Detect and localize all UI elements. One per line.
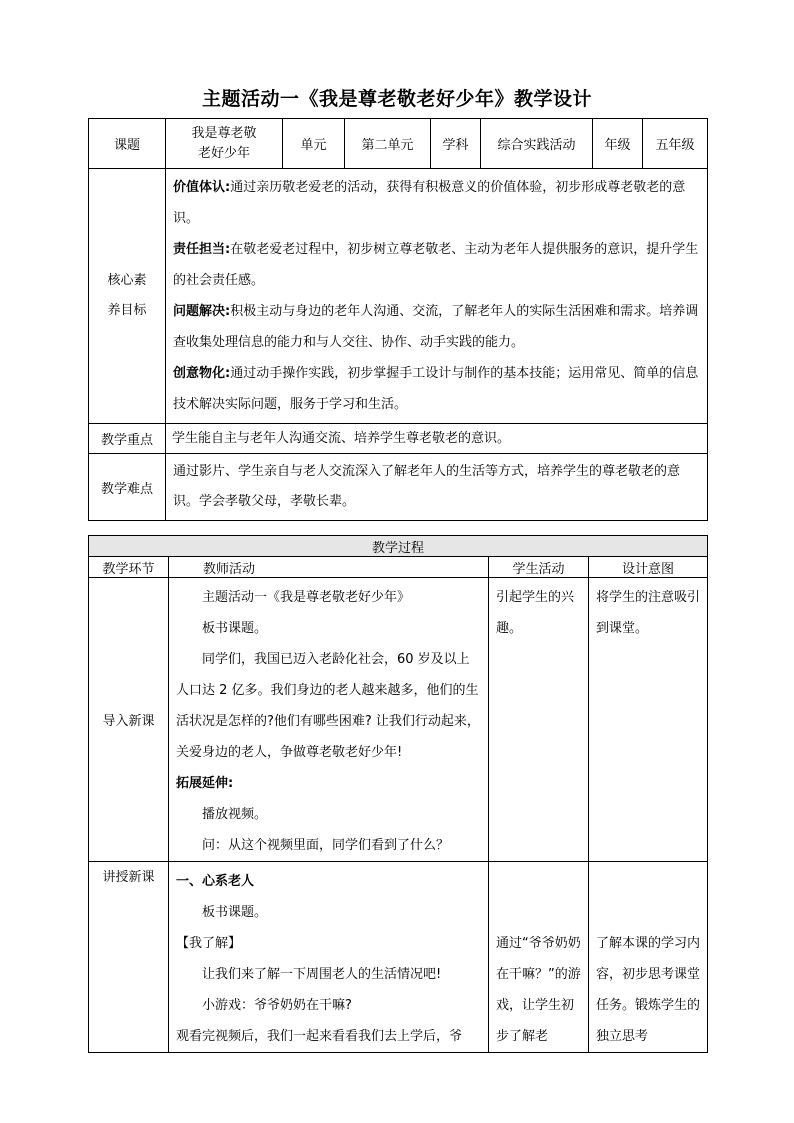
core-item: 问题解决:积极主动与身边的老年人沟通、交流，了解老年人的实际生活困难和需求。培养调查收集处理信息的能力和与人交往、协作、动手实践的能力。 [173,304,699,350]
intro-student-activity: 引起学生的兴趣。 [489,578,589,862]
core-item: 责任担当:在敬老爱老过程中，初步树立尊老敬老、主动为老年人提供服务的意识，提升学生的社会责任感。 [173,242,699,288]
new-design-intent: 了解本课的学习内容，初步思考课堂任务。锻炼学生的独立思考 [589,862,708,1053]
core-item: 价值体认:通过亲历敬老爱老的活动，获得有积极意义的价值体验，初步形成尊老敬老的意识。 [173,180,686,226]
difficult-label: 教学难点 [89,454,166,521]
core-label: 核心素 养目标 [89,169,166,424]
key-label: 教学重点 [89,424,166,454]
col-intent: 设计意图 [589,557,708,578]
process-header: 教学过程 [89,536,708,557]
col-student: 学生活动 [489,557,589,578]
subject-label: 学科 [431,119,481,169]
key-text: 学生能自主与老年人沟通交流、培养学生尊老敬老的意识。 [166,424,708,454]
core-objectives [166,169,708,424]
new-student-activity: 通过“爷爷奶奶在干嘛？”的游戏，让学生初步了解老 [489,862,589,1053]
grade-value: 五年级 [643,119,708,169]
stage-new: 讲授新课 [89,862,169,1053]
course-value: 我是尊老敬 老好少年 [166,119,283,169]
intro-teacher-activity: 主题活动一《我是尊老敬老好少年》 板书课题。 同学们，我国已迈入老龄化社会，60 岁及以上人口达 2 亿多。我们身边的老人越来越多，他们的生活状况是怎样的?他们有哪些困难? 让我们行动起来，关爱身边的老人，争做尊老敬老好少年! 拓展延伸: 播放视频。 问：从这个视频里面，同学们看到了什么？ [169,578,489,862]
core-item: 创意物化:通过动手操作实践，初步掌握手工设计与制作的基本技能；运用常见、简单的信息技术解决实际问题，服务于学习和生活。 [173,366,699,412]
col-teacher: 教师活动 [169,557,489,578]
difficult-text: 通过影片、学生亲自与老人交流深入了解老年人的生活等方式，培养学生的尊老敬老的意识。学会孝敬父母，孝敬长辈。 [166,454,708,521]
document-title: 主题活动一《我是尊老敬老好少年》教学设计 [201,88,592,110]
course-label: 课题 [89,119,166,169]
new-teacher-activity: 一、心系老人 板书课题。 【我了解】 让我们来了解一下周围老人的生活情况吧! 小游戏：爷爷奶奶在干嘛? 观看完视频后，我们一起来看看我们去上学后，爷 [169,862,489,1053]
col-stage: 教学环节 [89,557,169,578]
process-table [88,535,708,1053]
unit-value: 第二单元 [345,119,431,169]
subject-value: 综合实践活动 [481,119,593,169]
grade-label: 年级 [593,119,643,169]
stage-intro: 导入新课 [89,578,169,862]
intro-design-intent: 将学生的注意吸引到课堂。 [589,578,708,862]
info-table [88,118,708,521]
unit-label: 单元 [283,119,345,169]
